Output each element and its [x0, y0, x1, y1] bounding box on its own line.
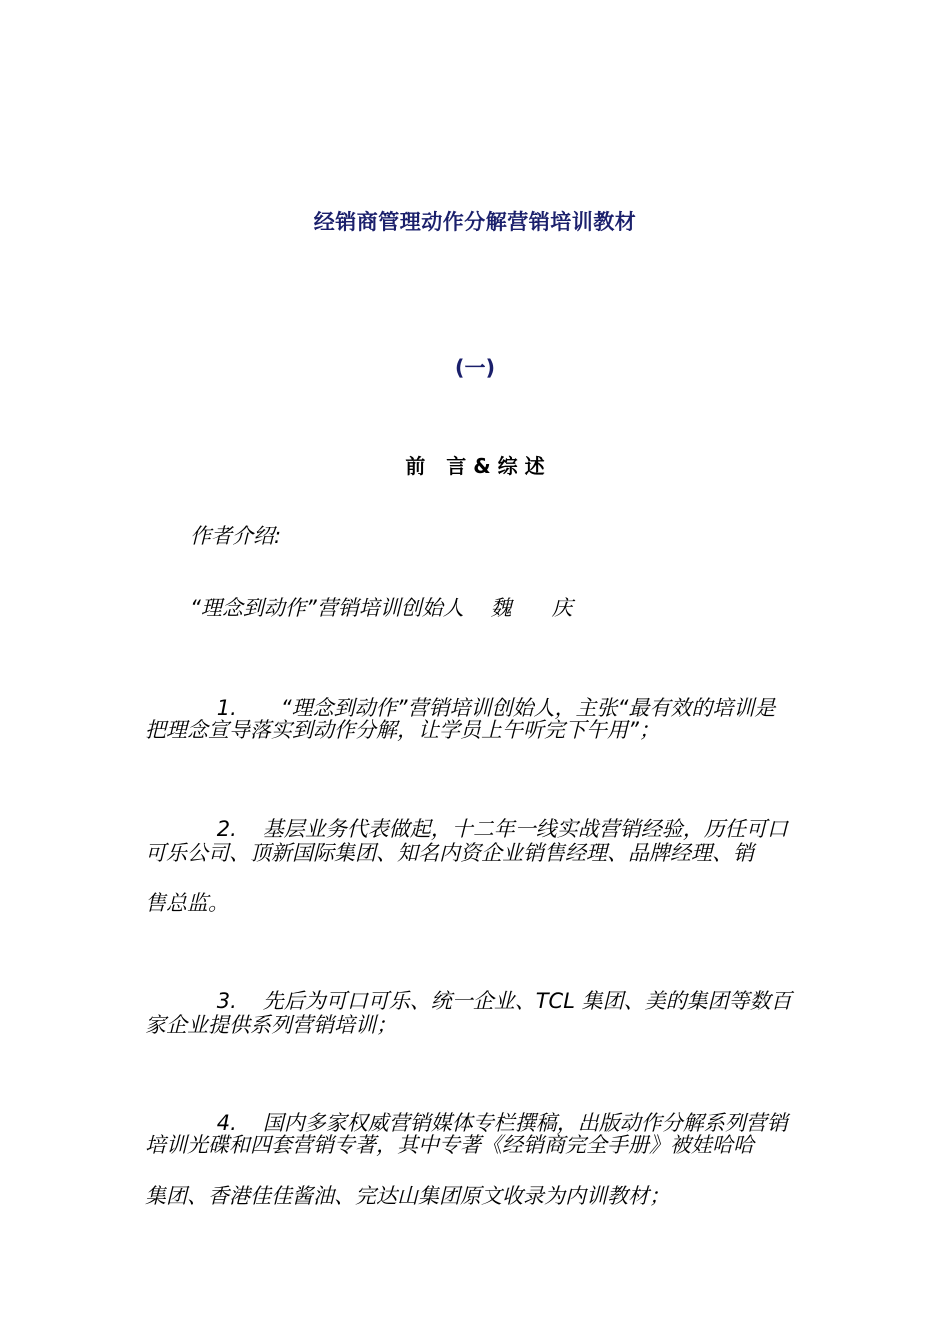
author-line: “理念到动作”营销培训创始人 魏 庆 — [190, 596, 573, 620]
list-item-4-line-2: 培训光碟和四套营销专著，其中专著《经销商完全手册》被娃哈哈 — [145, 1133, 754, 1157]
list-item-3-line-2: 家企业提供系列营销培训； — [145, 1013, 397, 1037]
list-item-number: 3. — [216, 989, 237, 1013]
list-item-1-line-2: 把理念宣导落实到动作分解，让学员上午听完下午用”； — [145, 718, 660, 742]
list-item-text: 国内多家权威营销媒体专栏撰稿，出版动作分解系列营销 — [262, 1111, 788, 1135]
author-label: 作者介绍: — [190, 524, 282, 548]
list-item-number: 4. — [216, 1111, 237, 1135]
list-item-2-line-2: 可乐公司、顶新国际集团、知名内资企业销售经理、品牌经理、销 — [145, 841, 754, 865]
list-item-4-line-3: 集团、香港佳佳酱油、完达山集团原文收录为内训教材； — [145, 1184, 670, 1208]
section-number: (一) — [454, 356, 496, 380]
list-item-2-line-3: 售总监。 — [145, 891, 229, 915]
document-title: 经销商管理动作分解营销培训教材 — [313, 210, 637, 234]
list-item-text: “理念到动作”营销培训创始人，主张“最有效的培训是 — [280, 696, 776, 720]
section-heading: 前 言 & 综 述 — [405, 454, 545, 478]
list-item-text: 基层业务代表做起，十二年一线实战营销经验，历任可口 — [262, 817, 788, 841]
list-item-number: 1. — [216, 696, 237, 720]
list-item-number: 2. — [216, 817, 237, 841]
list-item-text: 先后为可口可乐、统一企业、TCL 集团、美的集团等数百 — [262, 989, 792, 1013]
